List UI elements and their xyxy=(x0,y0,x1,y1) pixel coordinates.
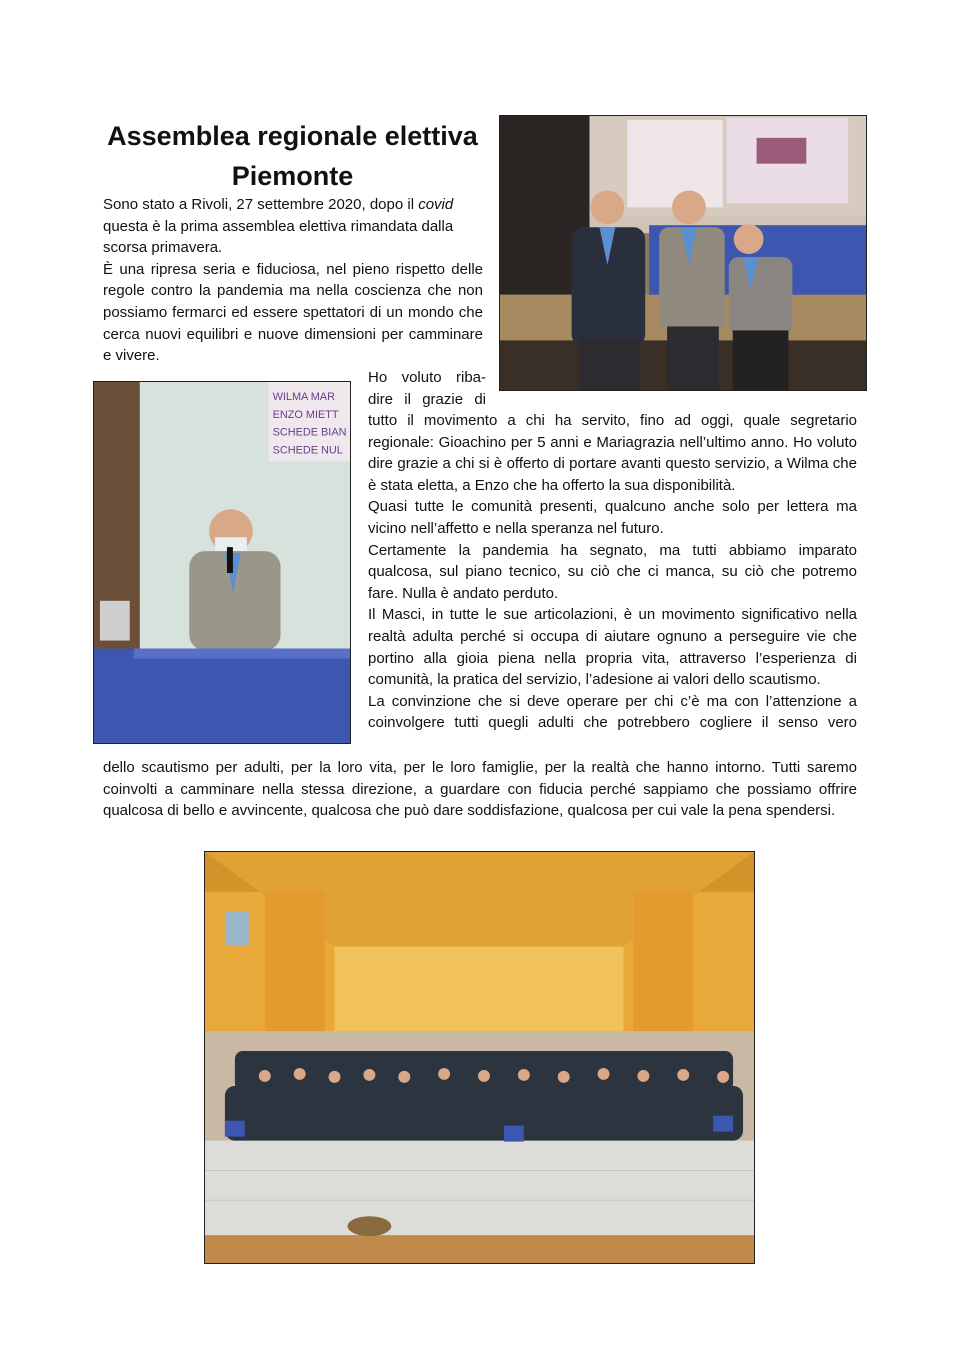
intro-p1-italic: covid xyxy=(418,196,454,213)
intro-text xyxy=(103,194,483,367)
body-paragraph-2: Quasi tutte le comunità presenti, qualcuno anche solo per lettera ma vicino nell’affetto e nella speranza nel futuro. xyxy=(368,498,857,537)
body-full-width xyxy=(103,757,857,822)
intro-paragraph-1 xyxy=(103,194,483,259)
body-paragraph-1: tutto il movimento a chi ha servito, fino ad oggi, quale segretario regionale: Gioachino per 5 anni e Mariagrazia nell’ultimo anno. Ho voluto dire grazie a chi si è offerto di portare avanti questo servizio, a Wilma che è stata eletta, a Enzo che ha offerto la sua disponibilità. xyxy=(368,412,857,494)
screen-line-4: SCHEDE NUL xyxy=(272,444,343,457)
body-paragraph-5-continued: dello scautismo per adulti, per la loro vita, per le loro famiglie, per la realtà che hanno intorno. Tutti saremo coinvolti a camminare nella stessa direzione, a guardare con fiducia perché sappiamo che possiamo offrire qualcosa di bello e avvincente, qualcosa che può dare soddisfazione, qualcosa per cui vale la pena spendersi. xyxy=(103,759,857,820)
photo-assembly-hall xyxy=(204,851,755,1264)
photo-three-people xyxy=(499,115,867,391)
body-paragraph-5-line-1: La convinzione che si deve operare per chi c’è ma con l’attenzione a xyxy=(368,692,857,710)
screen-line-1: WILMA MAR xyxy=(272,390,335,403)
lead-line-2: dire il grazie di xyxy=(368,390,486,408)
intro-p1-text-end: questa è la prima assemblea elettiva rimandata dalla scorsa primavera. xyxy=(103,217,454,257)
title-line-2: Piemonte xyxy=(231,161,354,191)
article-title xyxy=(100,116,485,196)
lead-text xyxy=(368,367,486,410)
body-paragraph-4: Il Masci, in tutte le sue articolazioni, è un movimento significativo nella realtà adulta perché si occupa di aiutare ognuno a perseguire vie che portino alla gioia piena nella propria vita, attraverso l’esperienza di comunità, la pratica del servizio, l’adesione ai valori dello scautismo. xyxy=(368,606,857,689)
body-paragraph-3: Certamente la pandemia ha segnato, ma tutti abbiamo imparato qualcosa, sul piano tecnico, su ciò che ci manca, su ciò che potremo fare. Nulla è andato perduto. xyxy=(368,541,857,602)
body-paragraph-5-line-2: coinvolgere tutti quegli adulti che potrebbero cogliere il senso vero xyxy=(368,714,857,732)
title-line-1: Assemblea regionale elettiva xyxy=(107,121,478,151)
screen-line-3: SCHEDE BIAN xyxy=(272,426,347,439)
lead-line-1: Ho voluto riba- xyxy=(368,369,486,386)
photo-speaker xyxy=(93,381,351,744)
intro-p1-text: Sono stato a Rivoli, 27 settembre 2020, dopo il xyxy=(103,196,419,213)
intro-paragraph-2: È una ripresa seria e fiduciosa, nel pieno rispetto delle regole contro la pandemia ma nella coscienza che non possiamo fermarci ed essere spettatori di un mondo che cerca nuovi equilibri e nuove dimensioni per camminare e vivere. xyxy=(103,260,483,365)
body-right-column xyxy=(368,410,857,734)
screen-line-2: ENZO MIETT xyxy=(272,408,339,421)
